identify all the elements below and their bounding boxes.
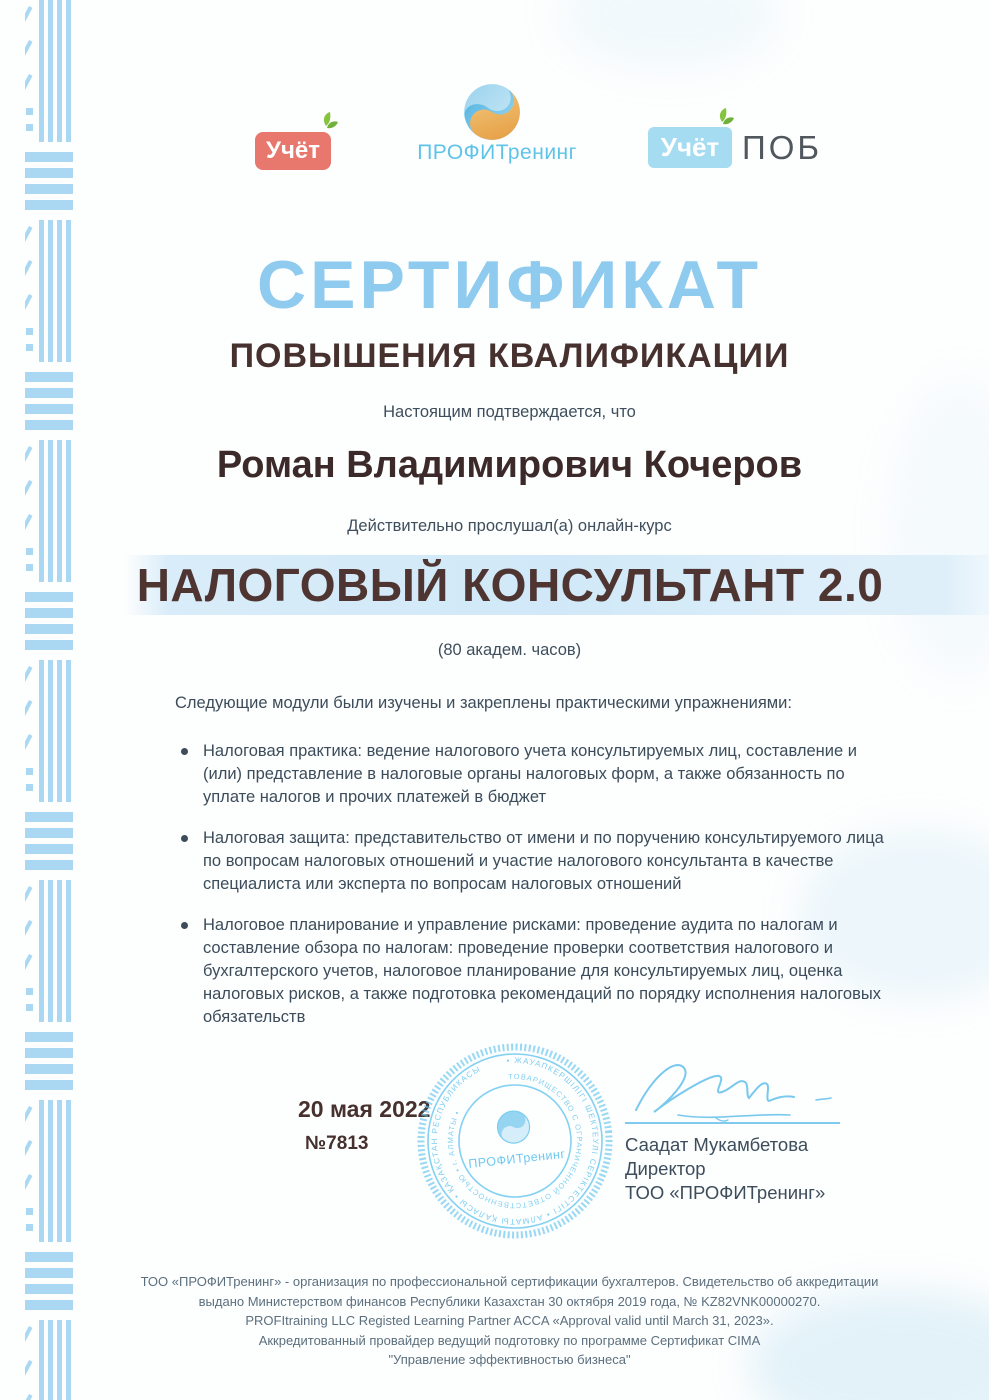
profitraining-sphere-logo [463, 83, 521, 141]
certificate-title: СЕРТИФИКАТ [256, 247, 762, 323]
course-title-highlight-band [125, 555, 989, 615]
course-hours: (80 академ. часов) [437, 641, 582, 659]
footer-line: выдано Министерством финансов Республики Казахстан 30 октября 2019 года, № KZ82VNK00000270. [198, 1293, 821, 1309]
certificate-subtitle: ПОВЫШЕНИЯ КВАЛИФИКАЦИИ [229, 337, 790, 375]
module-item: Налоговое планирование и управление рисками: проведение аудита по налогам и составление обзора по налогам: проведение проверки соответствия налогового и бухгалтерского учетов, налоговое планирование для консультируемых лиц, оценка налоговых рисков, а также подготовка рекомендаций по порядку исполнения налоговых обязательств [175, 914, 900, 1029]
uchet-pob-logo-uchet-label: Учёт [660, 132, 720, 162]
course-title: НАЛОГОВЫЙ КОНСУЛЬТАНТ 2.0 [136, 559, 884, 611]
stamp-ring-text-outer: • ЖАУАПКЕРШІЛІГІ ШЕКТЕУЛІ СЕРІКТЕСТІГІ • АЛМАТЫ ҚАЛАСЫ • ҚАЗАҚСТАН РЕСПУБЛИКАСЫ [429, 1055, 600, 1227]
decorative-border-pattern [25, 0, 73, 1400]
modules-list [175, 740, 900, 1029]
signatory-role: Директор [625, 1158, 706, 1179]
footer-line: Аккредитованный провайдер ведущий подготовку по программе Сертификат CIMA [258, 1332, 761, 1348]
scan-wash [559, 0, 779, 70]
confirmation-line: Настоящим подтверждается, что [383, 403, 636, 421]
issue-date: 20 мая 2022 [298, 1096, 431, 1122]
signature-block [625, 1133, 825, 1205]
signature-line [625, 1122, 840, 1124]
profitraining-logo-label: ПРОФИТренинг [417, 141, 577, 164]
course-intro-line: Действительно прослушал(а) онлайн-курс [347, 517, 672, 535]
stamp-center-label: ПРОФИТренинг [467, 1146, 567, 1171]
module-item: Налоговая защита: представительство от имени и по поручению консультируемого лица по вопросам налоговых отношений и участие налогового консультанта в качестве специалиста или эксперта по вопросам налоговых отношений [175, 827, 900, 896]
module-item: Налоговая практика: ведение налогового учета консультируемых лиц, составление и (или) представление в налоговые органы налоговых форм, а также обязанность по уплате налогов и прочих платежей в бюджет [175, 740, 900, 809]
uchet-pob-logo [648, 127, 732, 168]
footer-line: "Управление эффективностью бизнеса" [388, 1352, 631, 1367]
stamp-center-sphere-logo [496, 1107, 538, 1151]
footer-line: PROFItraining LLC Registed Learning Partner ACCA «Approval valid until March 31, 2023». [245, 1313, 774, 1328]
stamp-ring-text-inner: ТОВАРИЩЕСТВО С ОГРАНИЧЕННОЙ ОТВЕТСТВЕННОСТЬЮ • г. АЛМАТЫ • [445, 1071, 584, 1211]
uchet-logo [255, 132, 331, 170]
company-stamp [405, 1031, 625, 1251]
modules-intro: Следующие модули были изучены и закреплены практическими упражнениями: [175, 694, 792, 712]
uchet-logo-label: Учёт [266, 137, 320, 164]
recipient-name: Роман Владимирович Кочеров [216, 444, 803, 486]
handwritten-signature [618, 1048, 848, 1128]
modules-section [175, 694, 900, 1047]
signatory-company: ТОО «ПРОФИТренинг» [625, 1182, 826, 1203]
uchet-pob-logo-pob-label: ПОБ [742, 129, 823, 166]
certificate-number: №7813 [305, 1133, 369, 1154]
footer-line: ТОО «ПРОФИТренинг» - организация по профессиональной сертификации бухгалтеров. Свидетельство об аккредитации [140, 1274, 879, 1289]
leaf-icon [712, 106, 736, 132]
signatory-name: Саадат Мукамбетова [625, 1134, 809, 1155]
accreditation-footer [30, 1272, 989, 1370]
leaf-icon [316, 110, 340, 136]
